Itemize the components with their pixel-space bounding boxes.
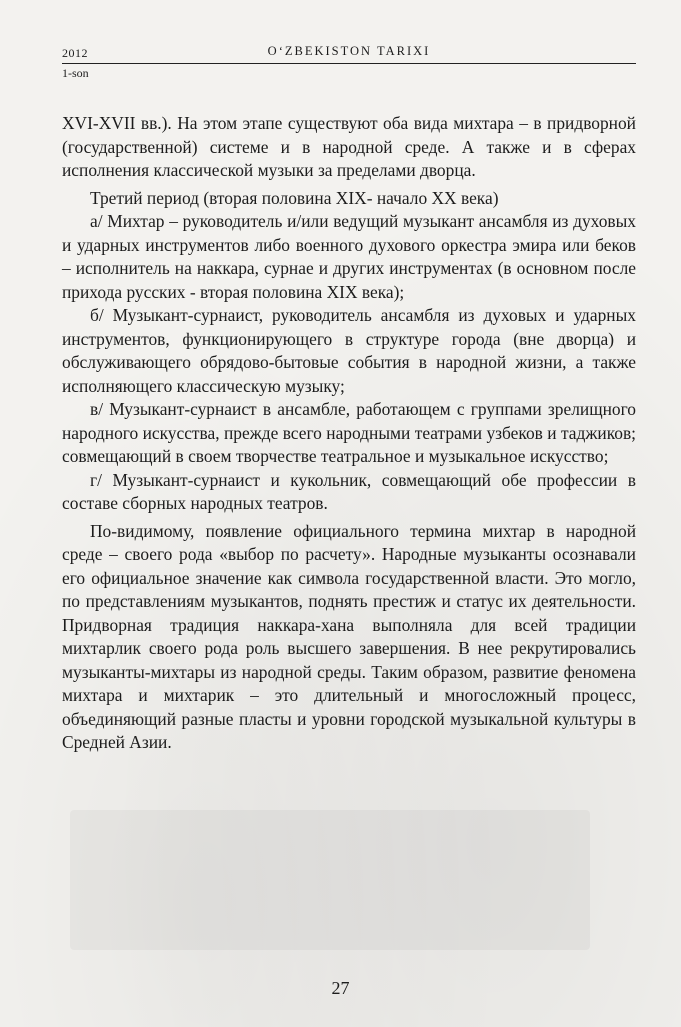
journal-title: O‘ZBEKISTON TARIXI <box>267 44 431 58</box>
header-issue: 1-son <box>62 66 89 80</box>
paragraph-continuation: XVI-XVII вв.). На этом этапе существуют оба вида михтара – в придворной (государственной) системе и в народной среде. А также и в сферах исполнения классической музыки за пределами дворца. <box>62 113 636 180</box>
page-number: 27 <box>331 978 350 998</box>
paragraph-item-g: г/ Музыкант-сурнаист и кукольник, совмещающий обе профессии в составе сборных народных театров. <box>62 469 636 513</box>
paragraph-item-a: а/ Михтар – руководитель и/или ведущий музыкант ансамбля из духовых и ударных инструментов либо военного духового оркестра эмира или беков – исполнитель на наккара, сурнае и других инструментах (в основном после прихода русских - вторая половина XIX века); <box>62 211 636 302</box>
paragraph-third-period-heading: Третий период (вторая половина XIX- начало XX века) <box>90 187 499 208</box>
running-header <box>62 44 636 64</box>
header-year: 2012 <box>62 46 88 60</box>
paragraph-item-b: б/ Музыкант-сурнаист, руководитель ансамбля из духовых и ударных инструментов, функционирующего в структуре города (вне дворца) и обслуживающего обрядово-бытовые события в народной жизни, а также исполняющего классическую музыку; <box>62 305 636 396</box>
bleed-through-shadow <box>70 810 590 950</box>
paragraph-conclusion: По-видимому, появление официального термина михтар в народной среде – своего рода «выбор по расчету». Народные музыканты осознавали его официальное значение как символа государственной власти. Это могло, по представлениям музыкантов, поднять престиж и статус их деятельности. Придворная традиция наккара-хана выполняла для всей традиции михтарлик своего рода роль высшего завершения. В нее рекрутировались музыканты-михтары из народной среды. Таким образом, развитие феномена михтара и михтарик – это длительный и многосложный процесс, объединяющий разные пласты и уровни городской музыкальной культуры в Средней Азии. <box>62 520 636 752</box>
header-rule <box>62 63 636 64</box>
article-body <box>62 112 636 755</box>
paragraph-item-v: в/ Музыкант-сурнаист в ансамбле, работающем с группами зрелищного народного искусства, прежде всего народными театрами узбеков и таджиков; совмещающий в своем творчестве театральное и музыкальное искусство; <box>62 399 636 466</box>
